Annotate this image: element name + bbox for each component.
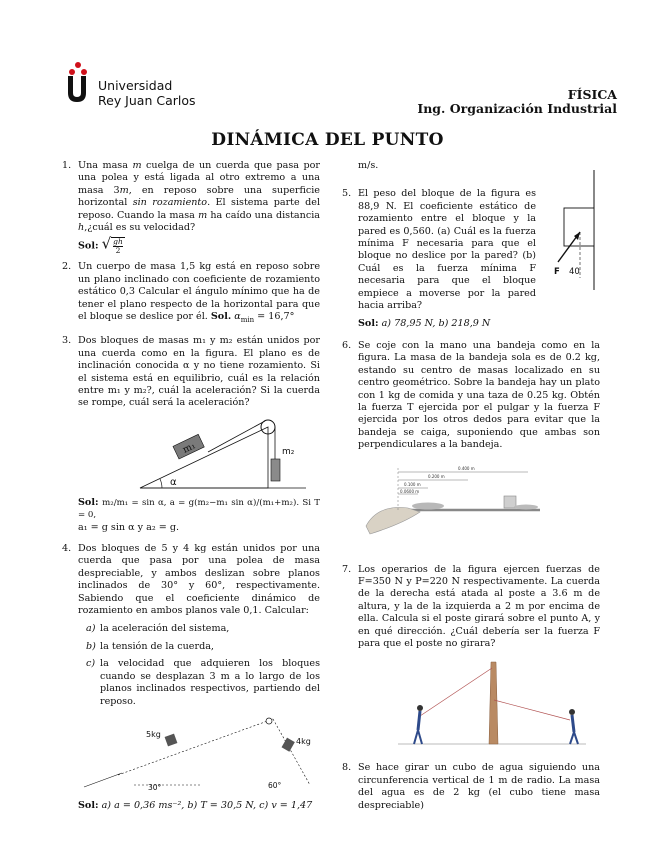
- problem-7: [342, 564, 600, 751]
- problem-text: . El sistema parte del reposo. Cuando la masa: [78, 197, 321, 221]
- math-var: h: [78, 222, 85, 234]
- solution-continuation: m/s.: [358, 160, 379, 171]
- problem-6: [342, 340, 600, 538]
- figure-label-m2: m₂: [282, 446, 295, 457]
- problem-text: , en reposo sobre una superficie horizontal: [78, 184, 320, 209]
- university-name: [98, 78, 196, 108]
- figure-label-F: F: [554, 267, 560, 278]
- problem-number: 5.: [342, 188, 352, 200]
- figure-label-alpha: α: [170, 476, 177, 488]
- figure-label-30deg: 30°: [148, 782, 162, 792]
- problem-text: Un cuerpo de masa 1,5 kg está en reposo sobre un plano inclinado con coeficiente de rozamiento estático 0,3 Calcular el ángulo mínimo que ha de tener el plano respecto de la horizontal para que el bloque se deslice por él.: [78, 261, 320, 323]
- problem-5: [342, 188, 600, 330]
- solution-label: Sol:: [78, 496, 99, 508]
- figure-label-5kg: 5kg: [146, 729, 161, 739]
- course-header: [417, 88, 617, 116]
- university-logo: [66, 62, 206, 112]
- problem-text: cuelga de un cuerda que pasa por una polea y está ligada al otro extremo a una masa 3: [78, 160, 320, 196]
- subquestion-text: la tensión de la cuerda,: [100, 640, 214, 652]
- subquestion-text: la aceleración del sistema,: [100, 623, 230, 635]
- subquestion-label: b): [86, 640, 96, 652]
- figure-label-40: 40: [569, 267, 580, 278]
- problem-number: 4.: [62, 543, 72, 555]
- university-line2: Rey Juan Carlos: [98, 93, 196, 108]
- emphasis-text: sin rozamiento: [132, 197, 208, 209]
- worker-right-icon: [569, 709, 578, 744]
- problem-text: ,¿cuál es su velocidad?: [84, 222, 196, 234]
- dimension-label: 0.200 m: [428, 473, 445, 479]
- wall-block-figure: [534, 170, 602, 290]
- problem-text: Se hace girar un cubo de agua siguiendo una circunferencia vertical de 1 m de radio. La masa del agua es de 2 kg (el cubo tiene masa despreciable): [358, 762, 600, 811]
- problem-text: ha caído una distancia: [207, 209, 320, 221]
- worker-left-icon: [414, 705, 423, 744]
- solution-fraction: [111, 237, 125, 255]
- page-title: DINÁMICA DEL PUNTO: [211, 130, 444, 150]
- subquestion-label: c): [86, 658, 96, 670]
- problem-2: [62, 261, 320, 326]
- solution-line: [358, 318, 600, 330]
- dimension-label: 0.400 m: [458, 465, 475, 471]
- solution-sub: min: [240, 315, 255, 324]
- solution-text: a₁ = g sin α y a₂ = g.: [78, 521, 180, 533]
- problem-text: Los operarios de la figura ejercen fuerzas de F=350 N y P=220 N respectivamente. La cuerda de la derecha está atada al poste a 3.6 m de altura, y la de la izquierda a 2 m por encima de ella. Calcula si el poste girará sobre el punto A, y en qué dirección. ¿Cuál debería ser la fuerza F para que el poste no girara?: [358, 563, 600, 649]
- problem-number: 2.: [62, 261, 72, 273]
- left-column: [62, 160, 320, 812]
- solution-label: Sol:: [78, 799, 99, 811]
- degree-label: Ing. Organización Industrial: [417, 101, 617, 116]
- subquestion-b: [78, 641, 320, 653]
- problem-text: El peso del bloque de la figura es 88,9 N. El coeficiente estático de rozamiento entre el bloque y la pared es 0,560. (a) Cuál es la fuerza mínima F necesaria para que el bloque no deslice por la pared? (b) Cuál es la fuerza mínima F necesaria para que el bloque empiece a moverse por la pared hacia arriba?: [358, 188, 536, 312]
- solution-text: a) 78,95 N, b) 218,9 N: [381, 318, 491, 330]
- solution-label: Sol.: [210, 311, 232, 323]
- problem-number: 3.: [62, 335, 72, 347]
- dimension-label: 0.0600 m: [400, 488, 420, 494]
- solution-line: [78, 497, 320, 522]
- university-line1: Universidad: [98, 78, 173, 93]
- logo-u-icon: [67, 76, 87, 102]
- subquestion-label: a): [86, 623, 96, 635]
- logo-dots-icon: [66, 62, 92, 76]
- solution-value: = 16,7°: [254, 311, 295, 323]
- problem-number: 7.: [342, 563, 352, 575]
- solution-label: Sol:: [78, 240, 99, 252]
- solution-text: m₂/m₁ = sin α, a = g(m₂−m₁ sin α)/(m₁+m₂). Si T = 0,: [78, 497, 320, 521]
- fraction-numerator: gh: [113, 237, 123, 247]
- problem-1: [62, 160, 320, 255]
- problem-text: Una masa: [78, 160, 133, 171]
- solution-line: [78, 234, 320, 256]
- solution-text: a) a = 0,36 ms⁻², b) T = 30,5 N, c) v = 1,47: [101, 799, 313, 811]
- figure-label-m1: m₁: [181, 440, 198, 456]
- pole-workers-figure: [358, 658, 598, 750]
- solution-label: Sol:: [358, 318, 379, 330]
- problem-number: 8.: [342, 762, 352, 774]
- problem-text: Dos bloques de masas m₁ y m₂ están unidos por una cuerda como en la figura. El plano es de inclinación conocida α y no tiene rozamiento. Si el sistema está en equilibrio, cuál es la relación entre m₁ y m₂?, cuál la aceleración? Si la cuerda se rompe, cuál será la aceleración?: [78, 335, 320, 409]
- problem-8: [342, 762, 600, 812]
- math-var: m: [119, 184, 129, 196]
- figure-label-4kg: 4kg: [296, 736, 311, 746]
- problem-text: Se coje con la mano una bandeja como en la figura. La masa de la bandeja sola es de 0.2 kg, estando su centro de masas localizado en su centro geométrico. Sobre la bandeja hay un plato con 1 kg de comida y una taza de 0.25 kg. Obtén la fuerza T ejercida por el pulgar y la fuerza F ejercida por los otros dedos para evitar que la bandeja se caiga, suponiendo que ambas son perpendiculares a la bandeja.: [358, 339, 600, 451]
- problem-3: [62, 335, 320, 534]
- math-var: m: [198, 209, 208, 221]
- fraction-denominator: 2: [115, 246, 121, 256]
- figure-label-60deg: 60°: [268, 780, 282, 790]
- problem-4: [62, 543, 320, 812]
- double-incline-figure: [78, 713, 320, 793]
- dimension-label: 0.100 m: [404, 481, 421, 487]
- subquestion-a: [78, 623, 320, 635]
- subquestion-list: [78, 623, 320, 707]
- problem-text: Dos bloques de 5 y 4 kg están unidos por una cuerda que pasa por una polea de masa despreciable, y ambos deslizan sobre planos inclinados de 30° y 60°, respectivamente. Sabiendo que el coeficiente dinámico de rozamiento en ambos planos vale 0,1. Calcular:: [78, 543, 320, 617]
- problem-number: 6.: [342, 339, 352, 351]
- subquestion-text: la velocidad que adquieren los bloques cuando se desplazan 3 m a lo largo de los planos inclinados respectivos, partiendo del reposo.: [100, 658, 320, 707]
- solution-line: [78, 800, 320, 812]
- subject-label: FÍSICA: [567, 87, 617, 102]
- subquestion-c: [78, 658, 320, 708]
- incline-pulley-figure: [78, 412, 320, 494]
- sqrt-symbol: √: [101, 234, 112, 253]
- math-var: m: [132, 160, 142, 171]
- right-column: [342, 160, 600, 812]
- tray-hand-figure: [358, 464, 598, 538]
- solution-var: α: [234, 311, 241, 323]
- problem-number: 1.: [62, 160, 72, 171]
